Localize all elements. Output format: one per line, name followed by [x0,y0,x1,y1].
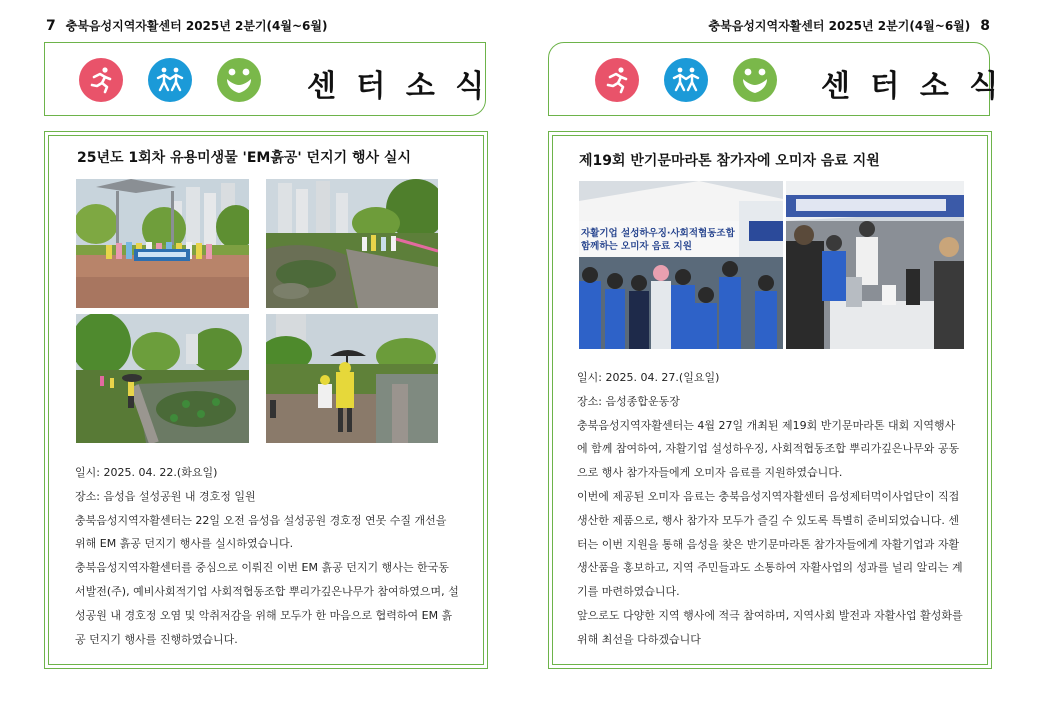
people-icon [664,58,708,102]
article-title: 제19회 반기문마라톤 참가자에 오미자 음료 지원 [579,153,880,169]
article-body [75,461,459,651]
event-place: 장소: 음성종합운동장 [577,394,680,408]
article-title: 25년도 1회차 유용미생물 'EM흙공' 던지기 행사 실시 [77,150,411,166]
article-frame [548,131,992,669]
running-header [709,17,1000,34]
event-photo-5 [579,181,783,349]
event-place: 장소: 음성읍 설성공원 내 경호정 일원 [75,489,256,503]
heart-people-icon [217,58,261,102]
article-body [577,366,963,652]
event-photo-3 [76,314,249,443]
section-banner [548,42,1004,116]
runner-icon [595,58,639,102]
event-date: 일시: 2025. 04. 22.(화요일) [75,466,218,479]
article-frame [44,131,488,669]
running-header-text: 충북음성지역자활센터 2025년 2분기(4월~6월) [65,19,328,33]
article-paragraph: 이번에 제공된 오미자 음료는 충북음성지역자활센터 음성제터먹이사업단이 직접 생산한 제품으로, 행사 참가자 모두가 즐길 수 있도록 특별히 준비되었습니다. 센터는 이번 지원을 통해 음성을 찾은 반기문마라톤 참가자들에게 자활기업과 자활생산품을 홍보하고, 지역 주민들과도 소통하여 자활사업의 성과를 널리 알리는 계기를 마련하였습니다. [577,489,963,599]
heart-people-icon [733,58,777,102]
event-photo-2 [266,179,438,308]
section-banner [44,42,490,116]
page-8 [520,0,1040,720]
runner-icon [79,58,123,102]
page-number: 8 [980,18,990,34]
photo-banner-text: 자활기업 설성하우징·사회적협동조합 함께하는 오미자 음료 지원 [581,228,735,252]
running-header-text: 충북음성지역자활센터 2025년 2분기(4월~6월) [708,19,971,33]
article-paragraph: 충북음성지역자활센터를 중심으로 이뤄진 이번 EM 흙공 던지기 행사는 한국동서발전(주), 예비사회적기업 사회적협동조합 뿌리가깊은나무가 참여하였으며, 설성공원 내 경호정 오염 및 악취저감을 위해 모두가 한 마음으로 협력하여 EM 흙공 던지기 행사를 진행하였습니다. [75,561,459,646]
event-photo-1 [76,179,249,308]
people-icon [148,58,192,102]
event-date: 일시: 2025. 04. 27.(일요일) [577,371,720,384]
article-paragraph: 충북음성지역자활센터는 4월 27일 개최된 제19회 반기문마라톤 대회 지역행사에 함께 참여하여, 자활기업 설성하우징, 사회적협동조합 뿌리가깊은나무와 공동으로 행사 참가자들에게 오미자 음료를 지원하였습니다. [577,418,960,480]
article-paragraph: 충북음성지역자활센터는 22일 오전 음성읍 설성공원 경호정 연못 수질 개선을 위해 EM 흙공 던지기 행사를 실시하였습니다. [75,513,447,551]
section-title: 센 터 소 식 [821,69,1004,104]
event-photo-6 [786,181,964,349]
running-header [36,17,327,34]
page-number: 7 [46,18,56,34]
article-paragraph: 앞으로도 다양한 지역 행사에 적극 참여하며, 지역사회 발전과 자활사업 활성화를 위해 최선을 다하겠습니다 [577,608,963,646]
event-photo-4 [266,314,438,443]
section-title: 센 터 소 식 [307,69,490,104]
